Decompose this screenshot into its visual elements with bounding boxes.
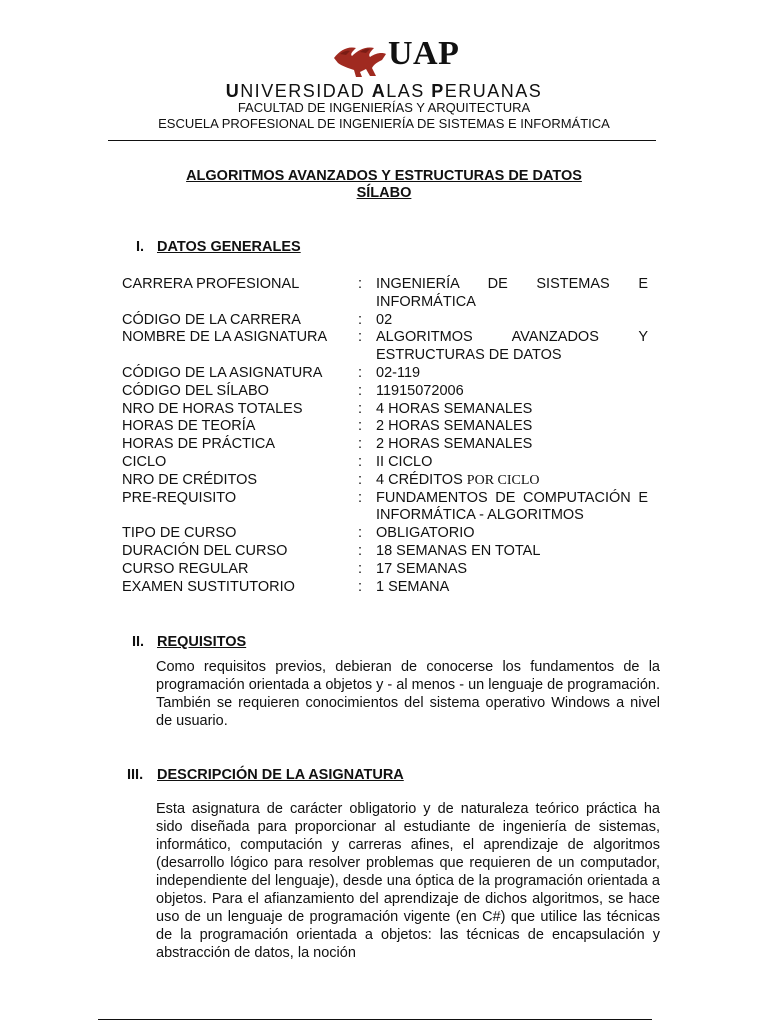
field-label: CICLO	[122, 453, 167, 470]
field-label: CURSO REGULAR	[122, 560, 249, 577]
field-separator: :	[358, 489, 363, 506]
section-number: III.	[127, 767, 144, 783]
field-value: II CICLO	[376, 453, 433, 470]
field-separator: :	[358, 578, 363, 595]
field-separator: :	[358, 542, 363, 559]
general-data-row	[122, 383, 652, 401]
school-name: ESCUELA PROFESIONAL DE INGENIERÍA DE SISTEMAS E INFORMÁTICA	[158, 116, 610, 131]
field-separator: :	[358, 311, 363, 328]
field-separator: :	[358, 382, 363, 399]
field-label: TIPO DE CURSO	[122, 525, 237, 542]
header-divider	[108, 140, 656, 141]
field-label: DURACIÓN DEL CURSO	[122, 542, 288, 559]
general-data-row	[122, 454, 652, 472]
general-data-row	[122, 561, 652, 579]
field-value: 17 SEMANAS	[376, 560, 468, 577]
course-title: ALGORITMOS AVANZADOS Y ESTRUCTURAS DE DATOS	[186, 168, 582, 184]
field-label: CÓDIGO DEL SÍLABO	[122, 382, 269, 399]
section-number: I.	[136, 239, 145, 255]
field-value: 02-119	[376, 364, 421, 381]
general-data-row	[122, 472, 652, 490]
university-name: UNIVERSIDAD ALAS PERUANAS	[225, 81, 543, 101]
field-value-suffix: POR CICLO	[466, 472, 540, 488]
field-separator: :	[358, 471, 363, 488]
general-data-row	[122, 436, 652, 454]
general-data-row	[122, 543, 652, 561]
description-paragraph: Esta asignatura de carácter obligatorio y de naturaleza teórico práctica ha sido diseñada para proporcionar al estudiante de ingeniería de sistemas, informático, computación y carreras afines, el aprendizaje de algoritmos (desarrollo lógico para resolver problemas que requieren de un computador, independiente del lenguaje), desde una óptica de la programación orientada a objetos. Para el afianzamiento del aprendizaje de dichos algoritmos, se hace uso de un lenguaje de programación vigente (en C#) que utilice las técnicas de la programación orientada a objetos: las técnicas de encapsulación y abstracción de datos, la noción	[156, 801, 660, 961]
general-data-row	[122, 401, 652, 419]
field-value: 4 HORAS SEMANALES	[376, 400, 533, 417]
field-separator: :	[358, 364, 363, 381]
general-data-row	[122, 276, 652, 312]
document-type-title: SÍLABO	[356, 185, 412, 201]
field-value: 1 SEMANA	[376, 578, 450, 595]
field-separator: :	[358, 436, 363, 453]
field-value: 18 SEMANAS EN TOTAL	[376, 542, 541, 559]
field-label: CÓDIGO DE LA CARRERA	[122, 311, 301, 328]
section-title: DATOS GENERALES	[157, 239, 301, 255]
field-value: 4 CRÉDITOS POR CICLO	[376, 471, 540, 488]
general-data-row	[122, 365, 652, 383]
field-value: FUNDAMENTOS DE COMPUTACIÓN E INFORMÁTICA - ALGORITMOS	[376, 489, 648, 524]
field-value: 11915072006	[376, 382, 464, 399]
logo-wordmark: UAP	[388, 35, 460, 72]
section-heading-requirements	[132, 633, 432, 651]
field-label: CARRERA PROFESIONAL	[122, 276, 300, 292]
field-label: EXAMEN SUSTITUTORIO	[122, 578, 295, 595]
requirements-paragraph: Como requisitos previos, debieran de conocerse los fundamentos de la programación orientada a objetos y - al menos - un lenguaje de programación. También se requieren conocimientos del sistema operativo Windows a nivel de usuario.	[156, 659, 660, 729]
field-label: NRO DE CRÉDITOS	[122, 471, 258, 488]
field-separator: :	[358, 453, 363, 470]
section-number: II.	[132, 634, 145, 650]
field-label: HORAS DE PRÁCTICA	[122, 436, 276, 453]
general-data-row	[122, 418, 652, 436]
general-data-row	[122, 312, 652, 330]
field-label: NRO DE HORAS TOTALES	[122, 400, 303, 417]
footer-divider	[98, 1019, 652, 1020]
field-label: PRE-REQUISITO	[122, 489, 237, 506]
field-separator: :	[358, 525, 363, 542]
general-data-row	[122, 579, 652, 597]
field-value: ALGORITMOS AVANZADOS Y ESTRUCTURAS DE DATOS	[376, 329, 648, 364]
field-value: 02	[376, 311, 393, 328]
section-heading-general-data	[136, 238, 436, 256]
general-data-row	[122, 525, 652, 543]
field-value: 2 HORAS SEMANALES	[376, 418, 533, 435]
general-data-row	[122, 490, 652, 526]
field-label: CÓDIGO DE LA ASIGNATURA	[122, 364, 323, 381]
section-title: REQUISITOS	[157, 634, 247, 650]
field-separator: :	[358, 276, 363, 292]
field-separator: :	[358, 560, 363, 577]
field-separator: :	[358, 418, 363, 435]
section-heading-description	[127, 766, 527, 784]
field-label: HORAS DE TEORÍA	[122, 418, 256, 435]
general-data-table	[122, 276, 652, 596]
field-separator: :	[358, 329, 363, 346]
field-separator: :	[358, 400, 363, 417]
field-value: 2 HORAS SEMANALES	[376, 436, 533, 453]
section-title: DESCRIPCIÓN DE LA ASIGNATURA	[157, 767, 404, 783]
general-data-row	[122, 329, 652, 365]
field-label: NOMBRE DE LA ASIGNATURA	[122, 329, 328, 346]
faculty-name: FACULTAD DE INGENIERÍAS Y ARQUITECTURA	[237, 100, 531, 115]
field-value: INGENIERÍA DE SISTEMAS E INFORMÁTICA	[376, 276, 648, 310]
field-value: OBLIGATORIO	[376, 525, 475, 542]
